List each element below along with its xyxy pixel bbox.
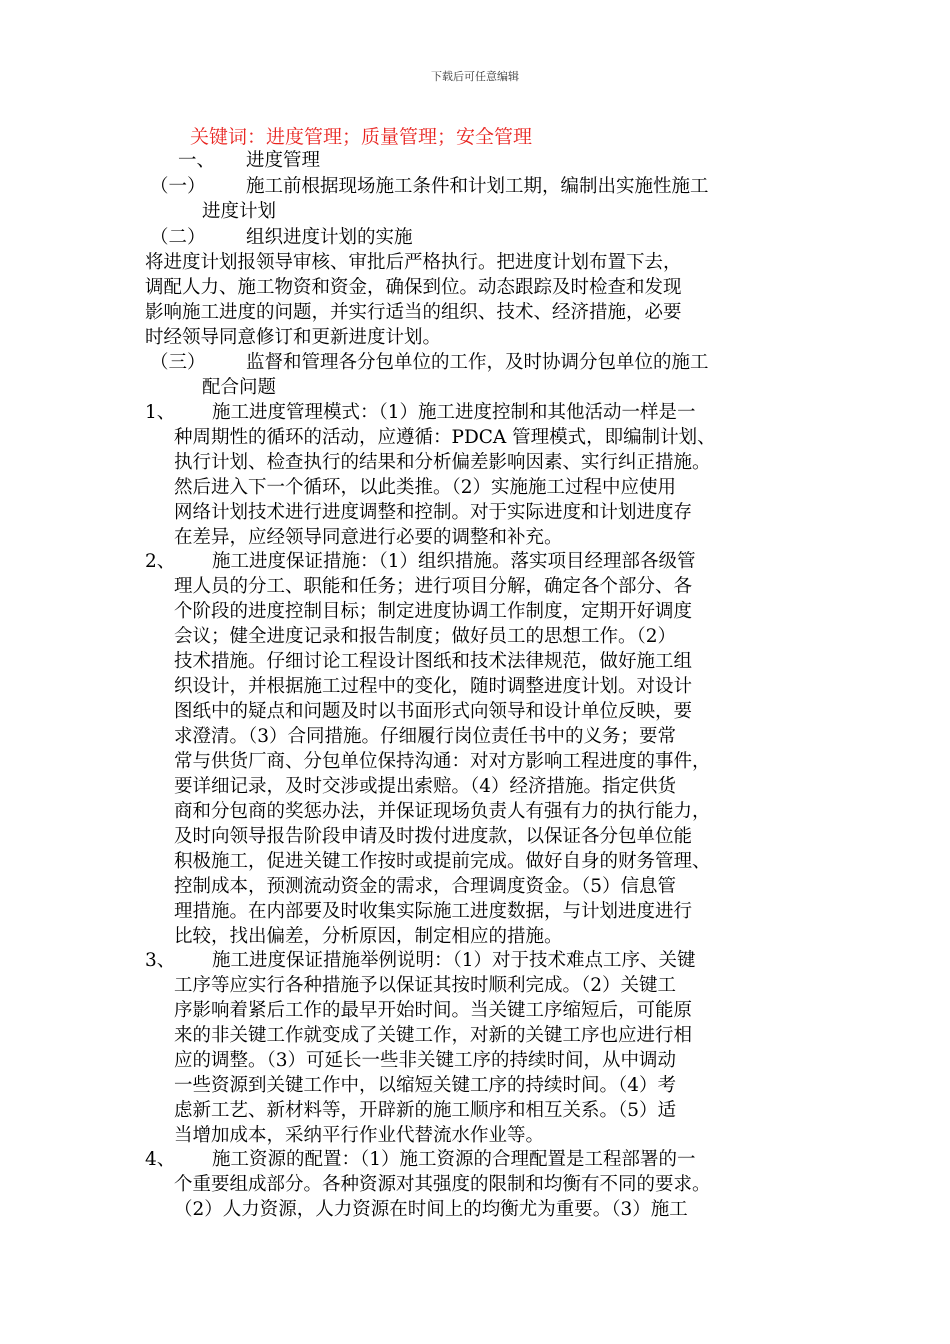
item-number: 2、 <box>145 551 176 572</box>
item-text-line: 商和分包商的奖惩办法，并保证现场负责人有强有力的执行能力， <box>174 801 711 822</box>
item-text-line: 执行计划、检查执行的结果和分析偏差影响因素、实行纠正措施。 <box>174 452 711 473</box>
item-text-line: 虑新工艺、新材料等，开辟新的施工顺序和相互关系。（5）适 <box>174 1100 677 1121</box>
subsection-text-line: 配合问题 <box>202 377 277 398</box>
keywords-line: 关键词：进度管理；质量管理；安全管理 <box>190 126 533 148</box>
item-text-line: （2）人力资源，人力资源在时间上的均衡尤为重要。（3）施工 <box>174 1199 688 1220</box>
item-text-line: 比较，找出偏差，分析原因，制定相应的措施。 <box>174 926 563 947</box>
item-text-line: 会议；健全进度记录和报告制度；做好员工的思想工作。（2） <box>174 626 677 647</box>
subsection-text-line: 进度计划 <box>202 201 277 222</box>
item-number: 3、 <box>145 950 176 971</box>
subsection-text-line: 监督和管理各分包单位的工作，及时协调分包单位的施工 <box>246 352 709 373</box>
section-number: 一、 <box>178 150 216 171</box>
paragraph-line: 调配人力、施工物资和资金，确保到位。动态跟踪及时检查和发现 <box>145 277 682 298</box>
paragraph-line: 将进度计划报领导审核、审批后严格执行。把进度计划布置下去， <box>145 252 682 273</box>
item-text-line: 然后进入下一个循环，以此类推。（2）实施施工过程中应使用 <box>174 477 677 498</box>
item-text-line: 工序等应实行各种措施予以保证其按时顺利完成。（2）关键工 <box>174 975 677 996</box>
item-text-line: 应的调整。（3）可延长一些非关键工序的持续时间，从中调动 <box>174 1050 677 1071</box>
item-text-line: 序影响着紧后工作的最早开始时间。当关键工序缩短后，可能原 <box>174 1000 693 1021</box>
item-text-line: 图纸中的疑点和问题及时以书面形式向领导和设计单位反映，要 <box>174 701 693 722</box>
header-note: 下载后可任意编辑 <box>431 70 519 83</box>
item-text-line: 在差异，应经领导同意进行必要的调整和补充。 <box>174 527 563 548</box>
item-text-line: 及时向领导报告阶段申请及时拨付进度款，以保证各分包单位能 <box>174 826 693 847</box>
item-text-line: 一些资源到关键工作中，以缩短关键工序的持续时间。（4）考 <box>174 1075 677 1096</box>
item-number: 4、 <box>145 1149 176 1170</box>
subsection-title: 组织进度计划的实施 <box>246 227 413 248</box>
item-text-line: 常与供货厂商、分包单位保持沟通：对对方影响工程进度的事件， <box>174 751 711 772</box>
item-text-line: 理措施。在内部要及时收集实际施工进度数据，与计划进度进行 <box>174 901 693 922</box>
item-text-line: 种周期性的循环的活动，应遵循：PDCA 管理模式，即编制计划、 <box>174 427 716 448</box>
subsection-number: （三） <box>150 352 206 373</box>
item-text-line: 个重要组成部分。各种资源对其强度的限制和均衡有不同的要求。 <box>174 1174 711 1195</box>
item-text-line: 施工资源的配置：（1）施工资源的合理配置是工程部署的一 <box>212 1149 696 1170</box>
item-text-line: 来的非关键工作就变成了关键工作，对新的关键工序也应进行相 <box>174 1025 693 1046</box>
subsection-number: （二） <box>150 227 206 248</box>
item-text-line: 织设计，并根据施工过程中的变化，随时调整进度计划。对设计 <box>174 676 693 697</box>
item-number: 1、 <box>145 402 176 423</box>
paragraph-line: 影响施工进度的问题，并实行适当的组织、技术、经济措施，必要 <box>145 302 682 323</box>
item-text-line: 理人员的分工、职能和任务；进行项目分解，确定各个部分、各 <box>174 576 693 597</box>
section-title: 进度管理 <box>246 150 321 171</box>
subsection-number: （一） <box>150 176 206 197</box>
item-text-line: 技术措施。仔细讨论工程设计图纸和技术法律规范，做好施工组 <box>174 651 693 672</box>
item-text-line: 积极施工，促进关键工作按时或提前完成。做好自身的财务管理、 <box>174 851 711 872</box>
subsection-text-line: 施工前根据现场施工条件和计划工期，编制出实施性施工 <box>246 176 709 197</box>
item-text-line: 要详细记录，及时交涉或提出索赔。（4）经济措施。指定供货 <box>174 776 677 797</box>
paragraph-line: 时经领导同意修订和更新进度计划。 <box>145 327 442 348</box>
item-text-line: 施工进度保证措施：（1）组织措施。落实项目经理部各级管 <box>212 551 696 572</box>
item-text-line: 求澄清。（3）合同措施。仔细履行岗位责任书中的义务；要常 <box>174 726 677 747</box>
item-text-line: 网络计划技术进行进度调整和控制。对于实际进度和计划进度存 <box>174 502 693 523</box>
item-text-line: 施工进度管理模式：（1）施工进度控制和其他活动一样是一 <box>212 402 696 423</box>
item-text-line: 控制成本，预测流动资金的需求，合理调度资金。（5）信息管 <box>174 876 677 897</box>
item-text-line: 施工进度保证措施举例说明：（1）对于技术难点工序、关键 <box>212 950 696 971</box>
item-text-line: 当增加成本，采纳平行作业代替流水作业等。 <box>174 1125 545 1146</box>
item-text-line: 个阶段的进度控制目标；制定进度协调工作制度，定期开好调度 <box>174 601 693 622</box>
